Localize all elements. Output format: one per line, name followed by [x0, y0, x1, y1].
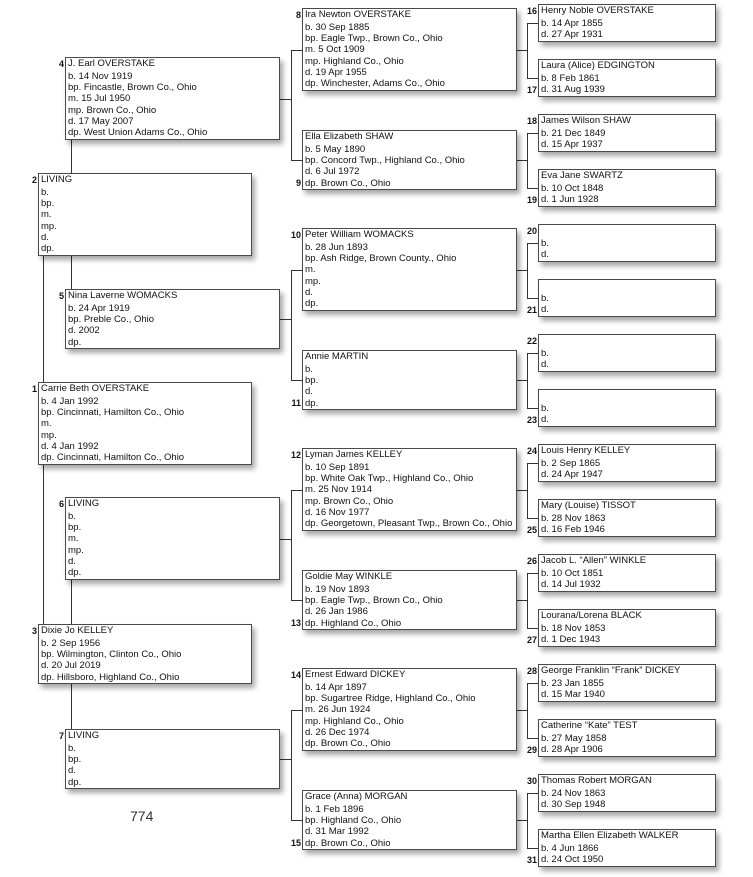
- death-place: dp.: [305, 297, 319, 309]
- person-box-14: [290, 668, 517, 751]
- person-number: 8: [295, 10, 301, 20]
- person-box-12: [290, 448, 517, 531]
- marriage-date: m.: [41, 418, 52, 430]
- bracket-6: [280, 491, 302, 601]
- birth-date: b. 14 Apr 1855: [541, 18, 603, 29]
- death-date: d. 24 Oct 1950: [541, 854, 604, 866]
- person-number: 3: [31, 626, 37, 636]
- death-place: dp.: [41, 242, 55, 254]
- birth-date: b. 21 Dec 1849: [541, 128, 606, 139]
- death-date: d. 17 May 2007: [68, 115, 134, 127]
- person-box-28: [526, 664, 716, 702]
- birth-date: b. 14 Nov 1919: [68, 71, 133, 82]
- birth-date: b. 1 Feb 1896: [305, 804, 364, 815]
- birth-date: b. 30 Sep 1885: [305, 22, 370, 33]
- death-date: d. 19 Apr 1955: [305, 66, 367, 78]
- person-box-8: [295, 8, 517, 91]
- death-date: d.: [541, 359, 549, 371]
- death-place: dp.: [68, 336, 82, 348]
- person-box-16: [526, 4, 716, 42]
- birth-date: b. 23 Jan 1855: [541, 678, 604, 689]
- death-place: dp. Georgetown, Pleasant Twp., Brown Co., Ohio: [305, 517, 513, 529]
- birth-date: b. 14 Apr 1897: [305, 682, 367, 693]
- death-date: d.: [305, 286, 313, 298]
- person-name: James Wilson SHAW: [541, 115, 631, 126]
- marriage-date: m. 26 Jun 1924: [305, 704, 371, 716]
- marriage-date: m. 15 Jul 1950: [68, 93, 131, 105]
- death-date: d.: [68, 765, 76, 777]
- birth-date: b. 4 Jun 1866: [541, 843, 599, 854]
- death-date: d. 6 Jul 1972: [305, 166, 360, 178]
- bracket-5: [280, 271, 302, 381]
- death-date: d. 1 Dec 1943: [541, 634, 601, 646]
- birth-place: bp.: [68, 754, 82, 766]
- person-number: 6: [58, 499, 64, 509]
- birth-date: b.: [68, 743, 76, 754]
- death-place: dp. West Union Adams Co., Ohio: [68, 126, 208, 138]
- person-box-24: [526, 444, 716, 482]
- person-name: Jacob L. “Allen” WINKLE: [541, 555, 647, 566]
- birth-date: b.: [541, 403, 549, 414]
- birth-date: b. 19 Nov 1893: [305, 584, 370, 595]
- person-number: 15: [290, 837, 301, 848]
- person-name: Peter William WOMACKS: [305, 229, 414, 240]
- person-box-7: [58, 729, 280, 789]
- bracket-15: [517, 794, 538, 849]
- death-place: dp. Brown Co., Ohio: [305, 837, 391, 849]
- marriage-place: mp. Highland Co., Ohio: [305, 55, 404, 67]
- birth-place: bp. Concord Twp., Highland Co., Ohio: [305, 155, 465, 167]
- birth-date: b.: [541, 348, 549, 359]
- death-date: d. 27 Apr 1931: [541, 29, 603, 41]
- death-place: dp.: [305, 397, 319, 409]
- death-place: dp.: [68, 566, 82, 578]
- birth-date: b.: [541, 293, 549, 304]
- person-number: 18: [526, 116, 537, 126]
- person-number: 19: [526, 194, 537, 205]
- person-name: George Franklin “Frank” DICKEY: [541, 665, 681, 676]
- birth-place: bp.: [41, 198, 55, 210]
- death-date: d.: [541, 304, 549, 316]
- person-name: Goldie May WINKLE: [305, 571, 393, 582]
- person-number: 31: [526, 854, 537, 865]
- birth-place: bp. Eagle Twp., Brown Co., Ohio: [305, 595, 443, 607]
- person-name-empty: [541, 390, 713, 402]
- birth-date: b. 5 May 1890: [305, 144, 366, 155]
- person-box-11: [291, 350, 517, 410]
- person-box-21: [526, 279, 716, 317]
- person-number: 13: [290, 617, 301, 628]
- person-box-31: [526, 829, 716, 867]
- birth-date: b.: [41, 187, 49, 198]
- person-name: LIVING: [68, 498, 100, 509]
- person-box-19: [526, 169, 716, 207]
- marriage-place: mp. Highland Co., Ohio: [305, 715, 404, 727]
- person-box-29: [526, 719, 716, 757]
- person-name: Ella Elizabeth SHAW: [305, 131, 394, 142]
- birth-date: b. 24 Nov 1863: [541, 788, 606, 799]
- death-date: d. 26 Dec 1974: [305, 726, 370, 738]
- person-name: Nina Laverne WOMACKS: [68, 290, 178, 301]
- birth-date: b. 28 Nov 1863: [541, 513, 606, 524]
- person-name: Thomas Robert MORGAN: [541, 775, 652, 786]
- death-date: d. 4 Jan 1992: [41, 440, 99, 452]
- birth-place: bp. Wilmington, Clinton Co., Ohio: [41, 649, 182, 661]
- person-name: Dixie Jo KELLEY: [41, 625, 114, 636]
- birth-place: bp. White Oak Twp., Highland Co., Ohio: [305, 473, 474, 485]
- death-date: d.: [41, 231, 49, 243]
- person-number: 25: [526, 524, 537, 535]
- death-date: d. 20 Jul 2019: [41, 660, 101, 672]
- person-name: Laura (Alice) EDGINGTON: [541, 60, 655, 71]
- person-name: Henry Noble OVERSTAKE: [541, 5, 654, 16]
- person-number: 26: [526, 556, 537, 566]
- death-date: d. 24 Apr 1947: [541, 469, 603, 481]
- death-date: d. 16 Feb 1946: [541, 524, 605, 536]
- marriage-place: mp.: [68, 544, 84, 556]
- person-number: 22: [526, 336, 537, 346]
- person-number: 24: [526, 446, 537, 456]
- death-date: d. 14 Jul 1932: [541, 579, 601, 591]
- birth-date: b. 4 Jan 1992: [41, 396, 99, 407]
- birth-date: b. 8 Feb 1861: [541, 73, 600, 84]
- person-number: 29: [526, 744, 537, 755]
- birth-place: bp.: [305, 375, 319, 387]
- birth-place: bp. Sugartree Ridge, Highland Co., Ohio: [305, 693, 476, 705]
- marriage-place: mp.: [41, 429, 57, 441]
- person-number: 27: [526, 634, 537, 645]
- birth-place: bp. Ash Ridge, Brown County., Ohio: [305, 253, 457, 265]
- marriage-date: m.: [305, 264, 316, 276]
- marriage-place: mp.: [305, 275, 321, 287]
- person-number: 10: [290, 230, 301, 240]
- person-number: 12: [290, 450, 301, 460]
- person-box-25: [526, 499, 716, 537]
- death-date: d. 31 Mar 1992: [305, 826, 369, 838]
- death-date: d.: [541, 249, 549, 261]
- death-date: d. 15 Apr 1937: [541, 139, 603, 151]
- marriage-date: m. 5 Oct 1909: [305, 44, 365, 56]
- person-name: Ira Newton OVERSTAKE: [305, 9, 411, 20]
- birth-place: bp. Fincastle, Brown Co., Ohio: [68, 82, 197, 94]
- person-box-6: [58, 497, 280, 580]
- bracket-12: [517, 464, 538, 519]
- death-date: d. 30 Sep 1948: [541, 799, 606, 811]
- death-date: d. 15 Mar 1940: [541, 689, 605, 701]
- person-name: Lyman James KELLEY: [305, 449, 403, 460]
- marriage-place: mp. Brown Co., Ohio: [305, 495, 394, 507]
- birth-date: b. 10 Sep 1891: [305, 462, 370, 473]
- birth-place: bp.: [68, 522, 82, 534]
- marriage-date: m.: [68, 533, 79, 545]
- bracket-7: [280, 711, 302, 821]
- person-box-20: [526, 224, 716, 262]
- birth-date: b. 24 Apr 1919: [68, 303, 130, 314]
- birth-place: bp. Eagle Twp., Brown Co., Ohio: [305, 33, 443, 45]
- person-box-17: [526, 59, 716, 97]
- birth-place: bp. Highland Co., Ohio: [305, 815, 402, 827]
- birth-date: b. 2 Sep 1865: [541, 458, 601, 469]
- birth-date: b. 10 Oct 1851: [541, 568, 604, 579]
- death-place: dp. Winchester, Adams Co., Ohio: [305, 77, 445, 89]
- person-name: J. Earl OVERSTAKE: [68, 58, 155, 69]
- person-name: Louis Henry KELLEY: [541, 445, 631, 456]
- person-box-13: [290, 570, 517, 630]
- bracket-11: [517, 354, 538, 409]
- person-box-2: [31, 173, 252, 256]
- person-name-empty: [541, 280, 713, 292]
- death-date: d. 1 Jun 1928: [541, 194, 599, 206]
- person-box-10: [290, 228, 517, 311]
- death-date: d. 31 Aug 1939: [541, 84, 605, 96]
- person-number: 4: [58, 59, 64, 69]
- birth-date: b.: [305, 364, 313, 375]
- person-box-9: [295, 130, 517, 190]
- death-date: d. 2002: [68, 325, 100, 337]
- birth-date: b.: [541, 238, 549, 249]
- person-name: LIVING: [41, 174, 73, 185]
- birth-date: b.: [68, 511, 76, 522]
- birth-place: bp. Preble Co., Ohio: [68, 314, 155, 326]
- person-name: Eva Jane SWARTZ: [541, 170, 623, 181]
- person-name: Annie MARTIN: [305, 351, 369, 362]
- marriage-date: m.: [41, 209, 52, 221]
- person-number: 1: [31, 384, 37, 394]
- person-name-empty: [541, 225, 713, 237]
- death-date: d.: [305, 386, 313, 398]
- birth-date: b. 18 Nov 1853: [541, 623, 606, 634]
- person-box-3: [31, 624, 252, 684]
- person-number: 5: [58, 291, 64, 301]
- person-box-22: [526, 334, 716, 372]
- page-number: 774: [130, 808, 154, 824]
- marriage-date: m. 25 Nov 1914: [305, 484, 373, 496]
- marriage-place: mp.: [41, 220, 57, 232]
- birth-place: bp. Cincinnati, Hamilton Co., Ohio: [41, 407, 185, 419]
- death-date: d.: [68, 555, 76, 567]
- person-number: 9: [295, 177, 301, 188]
- bracket-4: [280, 51, 302, 161]
- marriage-place: mp. Brown Co., Ohio: [68, 104, 157, 116]
- birth-date: b. 2 Sep 1956: [41, 638, 101, 649]
- death-place: dp. Brown Co., Ohio: [305, 177, 391, 189]
- person-name: Carrie Beth OVERSTAKE: [41, 383, 150, 394]
- person-name: LIVING: [68, 730, 100, 741]
- person-number: 30: [526, 776, 537, 786]
- death-place: dp.: [68, 776, 82, 788]
- person-number: 11: [291, 397, 301, 408]
- person-number: 23: [526, 414, 537, 425]
- person-number: 20: [526, 226, 537, 236]
- person-name-empty: [541, 335, 713, 347]
- person-number: 7: [58, 731, 64, 741]
- person-name: Martha Ellen Elizabeth WALKER: [541, 830, 679, 841]
- death-date: d. 28 Apr 1906: [541, 744, 603, 756]
- birth-date: b. 28 Jun 1893: [305, 242, 368, 253]
- person-number: 17: [526, 84, 537, 95]
- bracket-10: [517, 244, 538, 299]
- person-box-18: [526, 114, 716, 152]
- person-name: Mary (Louise) TISSOT: [541, 500, 636, 511]
- person-number: 28: [526, 666, 537, 676]
- death-date: d. 26 Jan 1986: [305, 606, 368, 618]
- person-number: 14: [290, 670, 301, 680]
- death-place: dp. Hillsboro, Highland Co., Ohio: [41, 671, 180, 683]
- bracket-14: [517, 684, 538, 739]
- bracket-9: [517, 134, 538, 189]
- person-box-26: [526, 554, 716, 592]
- person-box-15: [290, 790, 517, 850]
- person-number: 21: [526, 304, 537, 315]
- death-place: dp. Highland Co., Ohio: [305, 617, 402, 629]
- person-number: 16: [526, 6, 537, 16]
- bracket-13: [517, 574, 538, 629]
- birth-date: b. 27 May 1858: [541, 733, 607, 744]
- person-box-4: [58, 57, 280, 140]
- person-number: 2: [31, 175, 37, 185]
- person-name: Ernest Edward DICKEY: [305, 669, 406, 680]
- person-box-30: [526, 774, 716, 812]
- person-name: Lourana/Lorena BLACK: [541, 610, 642, 621]
- death-date: d.: [541, 414, 549, 426]
- death-date: d. 16 Nov 1977: [305, 506, 370, 518]
- death-place: dp. Cincinnati, Hamilton Co., Ohio: [41, 451, 185, 463]
- birth-date: b. 10 Oct 1848: [541, 183, 604, 194]
- person-box-5: [58, 289, 280, 349]
- person-box-1: [31, 382, 252, 465]
- person-name: Grace (Anna) MORGAN: [305, 791, 408, 802]
- person-box-27: [526, 609, 716, 647]
- person-name: Catherine “Kate” TEST: [541, 720, 638, 731]
- person-box-23: [526, 389, 716, 427]
- bracket-8: [517, 24, 538, 79]
- death-place: dp. Brown Co., Ohio: [305, 737, 391, 749]
